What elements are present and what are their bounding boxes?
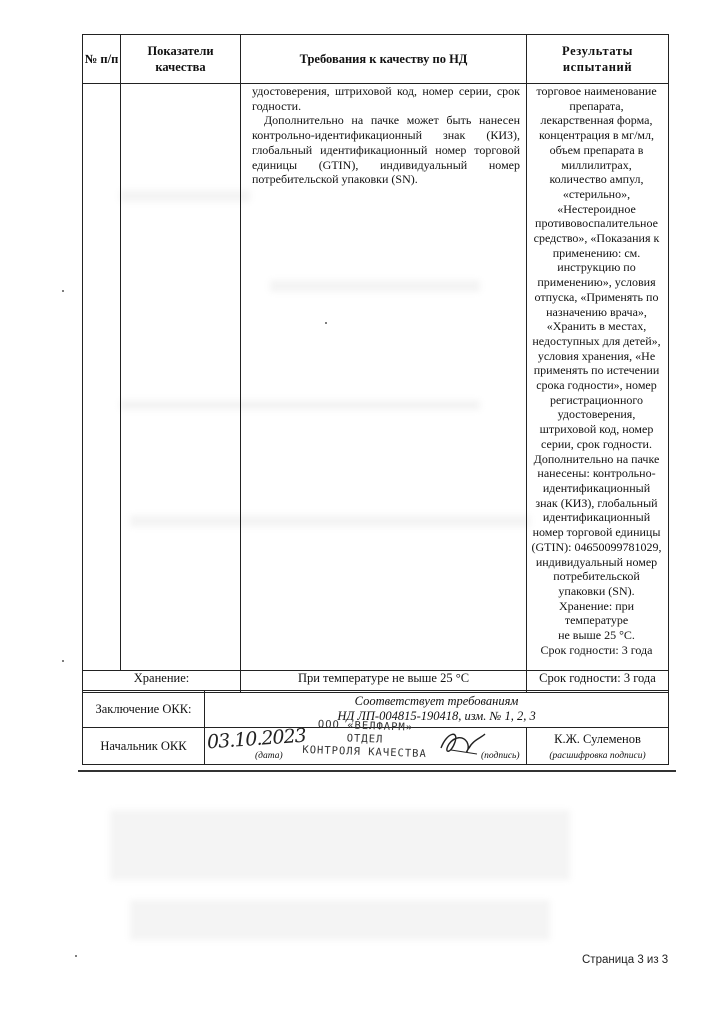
header-indicators: Показатели качества [121,35,241,84]
results-line: удостоверения, [557,407,636,422]
results-line: концентрация в мг/мл, [539,128,654,143]
results-line: объем препарата в [549,142,644,157]
requirements-paragraph: Дополнительно на пачке может быть нанесен контрольно-идентификационный знак (КИЗ), глобальный идентификационный номер торговой единицы (GTIN), индивидуальный номер потребительской упаковки (SN). [252,113,520,187]
quality-table [82,34,669,693]
conclusion-label: Заключение ОКК: [83,691,205,728]
scan-speck [325,322,327,324]
table-row [83,84,669,671]
header-requirements: Требования к качеству по НД [241,35,527,84]
cell-number [83,84,121,671]
results-line: применению: см. [552,245,641,260]
results-line: препарата, [569,98,624,113]
results-line: температуре [564,613,629,628]
scan-speck [75,955,77,957]
results-line: Дополнительно на пачке [533,451,660,466]
scan-speck [62,290,64,292]
results-line: применять по истечении [533,363,660,378]
name-caption: (расшифровка подписи) [549,751,646,761]
results-line: (GTIN): 04650099781029, [531,539,662,554]
results-line: нанесены: контрольно- [537,466,656,481]
results-line: лекарственная форма, [540,113,653,128]
storage-label: Хранение: [83,671,241,693]
results-line: «Хранить в местах, [546,319,647,334]
results-line: отпуска, «Применять по [534,289,659,304]
date-caption: (дата) [255,751,283,761]
table-header-row [83,35,669,84]
storage-result: Срок годности: 3 года [527,671,669,693]
handwritten-date: 03.10.2023 [206,724,307,754]
results-line: миллилитрах, [561,157,632,172]
results-line: идентификационный [542,480,651,495]
header-number: № п/п [83,35,121,84]
signer-name: К.Ж. Сулеменов [554,732,641,746]
conclusion-text [205,691,669,728]
bleed-through [110,810,570,880]
results-line: потребительской [553,569,640,584]
results-line: знак (КИЗ), глобальный [535,495,658,510]
header-results: Результаты испытаний [527,35,669,84]
results-line: «Нестероидное [557,201,636,216]
results-line: Хранение: при [558,598,635,613]
results-line: идентификационный [542,510,651,525]
page-number: Страница 3 из 3 [582,954,669,966]
results-line: противовоспалительное [535,216,658,231]
divider-line [78,770,676,772]
results-line: не выше 25 °С. [558,628,635,643]
results-line: индивидуальный номер [535,554,658,569]
results-line: серии, срок годности. [541,436,652,451]
head-label: Начальник ОКК [83,728,205,765]
results-line: инструкцию по [557,260,636,275]
results-line: средство», «Показания к [533,231,660,246]
signature-caption: (подпись) [481,751,520,761]
results-line: упаковки (SN). [558,583,635,598]
scan-speck [62,660,64,662]
cell-results [527,84,669,671]
bleed-through [130,900,550,940]
stamp-line: ОТДЕЛ [346,732,384,746]
results-line: применению», условия [537,275,656,290]
results-line: назначению врача», [546,304,647,319]
results-line: недоступных для детей», [532,333,661,348]
cell-requirements [241,84,527,671]
conclusion-line: Соответствует требованиям [354,694,519,708]
storage-requirement: При температуре не выше 25 °С [241,671,527,693]
results-line: номер торговой единицы [532,525,661,540]
company-stamp [294,718,435,762]
results-line: торговое наименование [536,84,657,98]
results-line: Срок годности: 3 года [540,642,653,657]
results-line: «стерильно», [562,186,631,201]
results-line: срока годности», номер [536,378,657,393]
name-cell [527,728,669,765]
results-line: штриховой код, номер [539,422,654,437]
requirements-paragraph: удостоверения, штриховой код, номер серии, срок годности. [252,84,520,113]
conclusion-line: НД ЛП-004815-190418, изм. № 1, 2, 3 [337,709,536,723]
results-line: количество ампул, [549,172,644,187]
results-line: регистрационного [549,392,644,407]
cell-indicator [121,84,241,671]
stamp-line: КОНТРОЛЯ КАЧЕСТВА [302,743,427,761]
results-line: условия хранения, «Не [537,348,656,363]
stamp-line: ООО «ВЕЛФАРМ» [317,718,414,734]
